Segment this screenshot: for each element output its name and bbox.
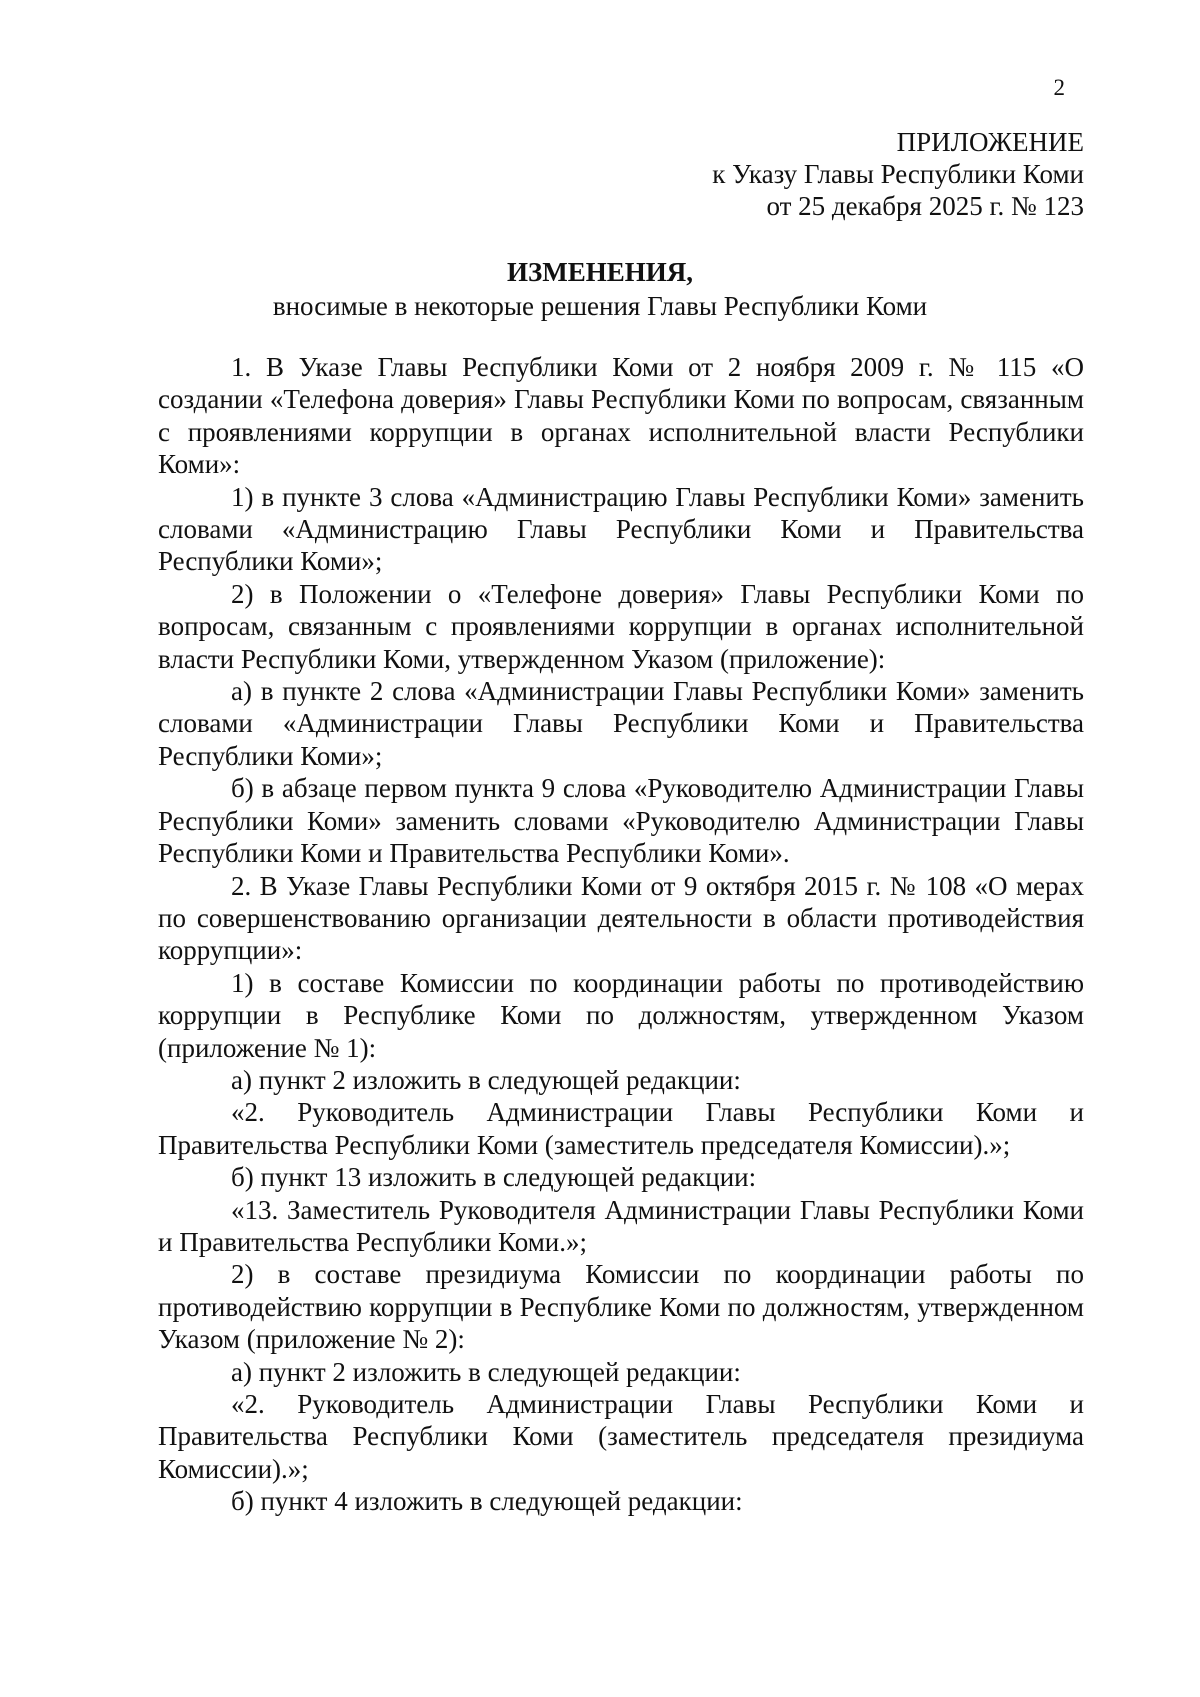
- document-subtitle: вносимые в некоторые решения Главы Республики Коми: [272, 291, 928, 321]
- paragraph-9: «2. Руководитель Администрации Главы Республики Коми и Правительства Республики Коми (заместитель председателя Комиссии).»;: [158, 1097, 1084, 1160]
- appendix-decree-date: от 25 декабря 2025 г. № 123: [766, 191, 1084, 221]
- paragraph-2: 1) в пункте 3 слова «Администрацию Главы Республики Коми» заменить словами «Администрацию Главы Республики Коми и Правительства Республики Коми»;: [158, 481, 1084, 577]
- paragraph-11: «13. Заместитель Руководителя Администрации Главы Республики Коми и Правительства Республики Коми.»;: [158, 1194, 1084, 1257]
- paragraph-10: б) пункт 13 изложить в следующей редакции:: [231, 1162, 757, 1193]
- paragraph-3: 2) в Положении о «Телефоне доверия» Главы Республики Коми по вопросам, связанным с проявлениями коррупции в органах исполнительной власти Республики Коми, утвержденном Указом (приложение):: [158, 578, 1084, 674]
- paragraph-7: 1) в составе Комиссии по координации работы по противодействию коррупции в Республике Коми по должностям, утвержденном Указом (приложение № 1):: [158, 967, 1084, 1063]
- document-body: [158, 351, 1084, 1518]
- paragraph-4: а) в пункте 2 слова «Администрации Главы Республики Коми» заменить словами «Администрации Главы Республики Коми и Правительства Республики Коми»;: [158, 676, 1084, 771]
- paragraph-8: а) пункт 2 изложить в следующей редакции:: [231, 1064, 741, 1095]
- paragraph-1: 1. В Указе Главы Республики Коми от 2 ноября 2009 г. № 115 «О создании «Телефона доверия» Главы Республики Коми по вопросам, связанным с проявлениями коррупции в органах исполнительной власти Республики Коми»:: [158, 352, 1084, 480]
- paragraph-12: 2) в составе президиума Комиссии по координации работы по противодействию коррупции в Республике Коми по должностям, утвержденном Указом (приложение № 2):: [158, 1259, 1084, 1355]
- document-title: ИЗМЕНЕНИЯ,: [506, 257, 693, 287]
- page-number: 2: [1053, 75, 1065, 100]
- paragraph-14: «2. Руководитель Администрации Главы Республики Коми и Правительства Республики Коми (заместитель председателя президиума Комиссии).»;: [158, 1389, 1084, 1484]
- paragraph-15: б) пункт 4 изложить в следующей редакции:: [231, 1486, 743, 1517]
- paragraph-13: а) пункт 2 изложить в следующей редакции:: [231, 1356, 741, 1387]
- paragraph-5: б) в абзаце первом пункта 9 слова «Руководителю Администрации Главы Республики Коми» заменить словами «Руководителю Администрации Главы Республики Коми и Правительства Республики Коми».: [158, 773, 1084, 869]
- appendix-decree-ref: к Указу Главы Республики Коми: [712, 159, 1084, 189]
- paragraph-6: 2. В Указе Главы Республики Коми от 9 октября 2015 г. № 108 «О мерах по совершенствованию организации деятельности в области противодействия коррупции»:: [158, 870, 1084, 966]
- appendix-header: [712, 126, 1084, 222]
- appendix-label: ПРИЛОЖЕНИЕ: [896, 127, 1084, 157]
